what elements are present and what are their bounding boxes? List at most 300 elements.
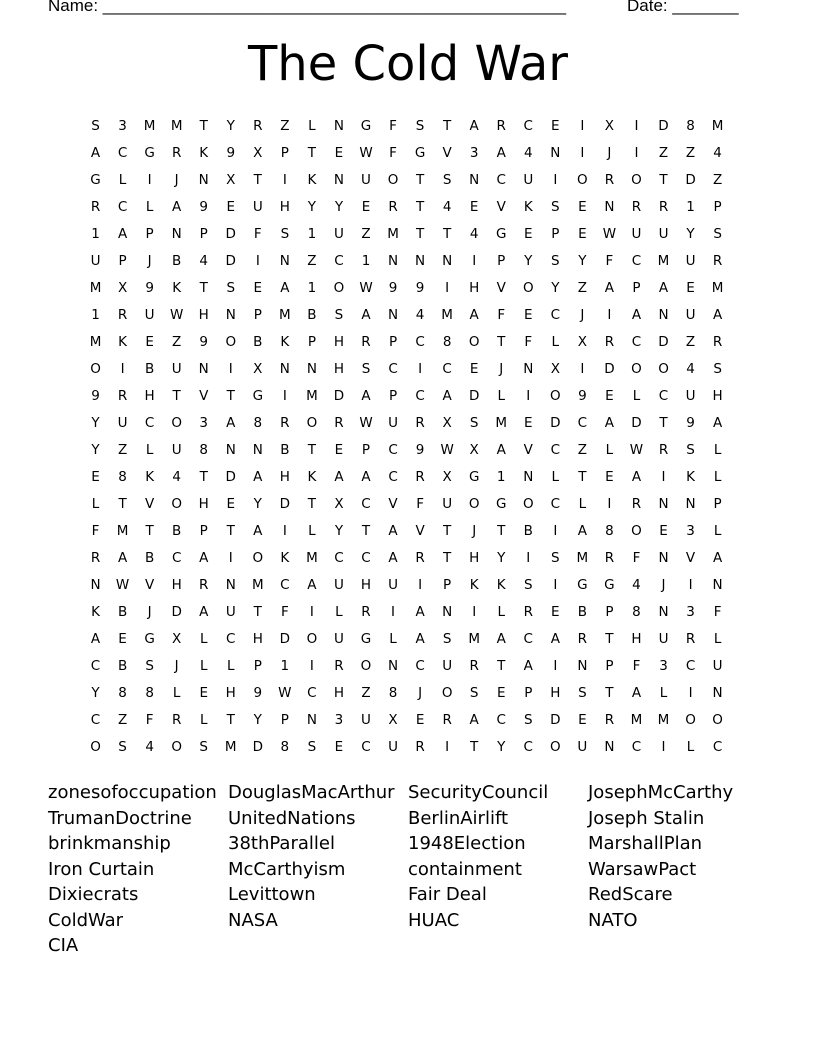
grid-cell[interactable]: 9 [415,280,425,296]
grid-cell[interactable]: J [472,523,477,539]
grid-cell[interactable]: 9 [226,145,236,161]
grid-cell[interactable]: G [468,469,480,485]
grid-cell[interactable]: I [553,523,558,539]
grid-cell[interactable]: I [228,361,233,377]
grid-cell[interactable]: G [90,172,101,188]
grid-cell[interactable]: O [360,658,372,674]
grid-cell[interactable]: P [632,280,641,296]
grid-cell[interactable]: A [415,604,425,620]
grid-cell[interactable]: R [415,415,425,431]
grid-cell[interactable]: N [225,577,236,593]
grid-cell[interactable]: S [334,307,344,323]
grid-cell[interactable]: R [171,145,182,161]
grid-cell[interactable]: V [685,550,696,566]
grid-cell[interactable]: K [496,577,506,593]
grid-cell[interactable]: 1 [307,280,317,296]
grid-cell[interactable]: X [442,415,452,431]
grid-cell[interactable]: I [472,604,477,620]
grid-cell[interactable]: W [440,442,454,458]
grid-cell[interactable]: M [224,739,237,755]
grid-cell[interactable]: A [117,226,128,242]
grid-cell[interactable]: J [147,604,152,620]
grid-cell[interactable]: I [255,253,260,269]
grid-cell[interactable]: N [333,118,344,134]
grid-cell[interactable]: R [712,334,723,350]
grid-cell[interactable]: T [443,226,452,242]
grid-cell[interactable]: T [659,172,668,188]
grid-cell[interactable]: 8 [605,523,614,539]
grid-cell[interactable]: W [359,145,373,161]
grid-cell[interactable]: N [279,361,290,377]
grid-cell[interactable]: H [333,361,345,377]
grid-cell[interactable]: N [442,604,453,620]
grid-cell[interactable]: C [280,577,290,593]
grid-cell[interactable]: N [279,253,290,269]
grid-cell[interactable]: E [496,685,506,701]
grid-cell[interactable]: H [252,631,263,647]
grid-cell[interactable]: X [442,469,452,485]
grid-cell[interactable]: I [147,172,152,188]
grid-cell[interactable]: U [685,307,696,323]
grid-cell[interactable]: U [361,172,371,188]
grid-cell[interactable]: R [361,334,371,350]
grid-cell[interactable]: 4 [713,145,722,161]
grid-cell[interactable]: C [415,388,425,404]
grid-cell[interactable]: N [387,253,399,269]
grid-cell[interactable]: C [388,469,398,485]
grid-cell[interactable]: E [253,280,263,296]
grid-cell[interactable]: K [172,280,182,296]
grid-cell[interactable]: X [577,334,587,350]
grid-cell[interactable]: P [388,388,398,404]
grid-cell[interactable]: A [253,523,263,539]
grid-cell[interactable]: S [713,226,722,242]
grid-cell[interactable]: N [415,253,426,269]
grid-cell[interactable]: 3 [686,523,695,539]
grid-cell[interactable]: E [334,442,344,458]
grid-cell[interactable]: C [523,631,533,647]
grid-cell[interactable]: M [495,415,508,431]
grid-cell[interactable]: T [497,658,506,674]
grid-cell[interactable]: I [418,361,423,377]
grid-cell[interactable]: A [90,145,101,161]
grid-cell[interactable]: G [144,631,155,647]
grid-cell[interactable]: O [658,361,669,377]
grid-cell[interactable]: I [418,577,423,593]
grid-cell[interactable]: P [307,334,316,350]
grid-cell[interactable]: U [144,307,155,323]
grid-cell[interactable]: L [226,658,235,674]
grid-cell[interactable]: P [199,523,208,539]
grid-cell[interactable]: A [90,631,101,647]
grid-cell[interactable]: V [496,199,506,215]
grid-cell[interactable]: 8 [253,415,263,431]
grid-cell[interactable]: 8 [686,118,695,134]
grid-cell[interactable]: D [658,334,669,350]
grid-cell[interactable]: T [659,415,668,431]
grid-cell[interactable]: N [225,307,236,323]
grid-cell[interactable]: 4 [523,145,533,161]
grid-cell[interactable]: J [147,253,152,269]
grid-cell[interactable]: I [553,577,558,593]
grid-cell[interactable]: F [524,334,533,350]
grid-cell[interactable]: Y [226,118,235,134]
grid-cell[interactable]: S [118,739,127,755]
grid-cell[interactable]: P [713,496,722,512]
grid-cell[interactable]: Z [577,442,587,458]
grid-cell[interactable]: R [388,199,398,215]
grid-cell[interactable]: I [607,307,612,323]
grid-cell[interactable]: H [171,577,182,593]
grid-cell[interactable]: N [225,442,236,458]
grid-cell[interactable]: 4 [415,307,425,323]
grid-cell[interactable]: M [89,334,102,350]
grid-cell[interactable]: W [278,685,292,701]
grid-cell[interactable]: I [580,361,585,377]
grid-cell[interactable]: E [145,334,154,350]
grid-cell[interactable]: M [657,712,670,728]
grid-cell[interactable]: U [252,199,263,215]
grid-cell[interactable]: G [495,496,507,512]
grid-cell[interactable]: N [523,361,534,377]
grid-cell[interactable]: N [252,442,263,458]
grid-cell[interactable]: D [225,469,236,485]
grid-cell[interactable]: P [199,226,208,242]
grid-cell[interactable]: A [361,469,371,485]
name-field[interactable]: Name: _________________________________________________ [48,0,567,15]
grid-cell[interactable]: 8 [118,469,127,485]
grid-cell[interactable]: I [634,145,639,161]
grid-cell[interactable]: 8 [280,739,290,755]
grid-cell[interactable]: X [550,361,560,377]
grid-cell[interactable]: L [659,685,668,701]
grid-cell[interactable]: F [605,253,614,269]
grid-cell[interactable]: F [632,658,641,674]
grid-cell[interactable]: C [144,415,155,431]
grid-cell[interactable]: Y [578,253,587,269]
grid-cell[interactable]: C [334,550,344,566]
grid-cell[interactable]: P [605,604,614,620]
grid-cell[interactable]: Y [253,496,262,512]
grid-cell[interactable]: R [415,550,425,566]
grid-cell[interactable]: H [550,685,561,701]
grid-cell[interactable]: U [685,388,696,404]
date-field[interactable]: Date: _______ [627,0,739,15]
grid-cell[interactable]: J [580,307,585,323]
grid-cell[interactable]: A [712,550,723,566]
grid-cell[interactable]: I [282,388,287,404]
grid-cell[interactable]: 3 [659,658,668,674]
grid-cell[interactable]: T [443,523,452,539]
grid-cell[interactable]: M [116,523,129,539]
grid-cell[interactable]: U [117,415,128,431]
grid-cell[interactable]: I [526,388,531,404]
grid-cell[interactable]: W [169,307,184,323]
grid-cell[interactable]: O [468,496,480,512]
grid-cell[interactable]: Z [658,145,669,161]
grid-cell[interactable]: F [497,307,506,323]
grid-cell[interactable]: O [577,172,588,188]
grid-cell[interactable]: P [443,577,452,593]
grid-cell[interactable]: 1 [91,226,100,242]
grid-cell[interactable]: C [550,307,561,323]
grid-cell[interactable]: C [685,658,696,674]
grid-cell[interactable]: R [604,712,615,728]
grid-cell[interactable]: U [90,253,101,269]
grid-cell[interactable]: 9 [388,280,398,296]
grid-cell[interactable]: A [631,685,642,701]
grid-cell[interactable]: C [415,658,425,674]
grid-cell[interactable]: L [578,496,587,512]
grid-cell[interactable]: H [360,577,372,593]
grid-cell[interactable]: A [469,118,479,134]
grid-cell[interactable]: 9 [578,388,587,404]
grid-cell[interactable]: S [578,685,587,701]
grid-cell[interactable]: 9 [91,388,100,404]
grid-cell[interactable]: 4 [632,577,641,593]
grid-cell[interactable]: C [577,415,588,431]
grid-cell[interactable]: A [388,523,398,539]
grid-cell[interactable]: U [631,226,642,242]
grid-cell[interactable]: Z [685,334,696,350]
grid-cell[interactable]: L [551,469,560,485]
grid-cell[interactable]: X [334,496,344,512]
grid-cell[interactable]: I [661,469,666,485]
grid-cell[interactable]: A [550,631,560,647]
grid-cell[interactable]: T [415,226,425,242]
grid-cell[interactable]: C [442,361,452,377]
grid-cell[interactable]: X [253,145,263,161]
grid-cell[interactable]: O [252,550,264,566]
grid-cell[interactable]: M [251,577,264,593]
grid-cell[interactable]: P [145,226,154,242]
grid-cell[interactable]: E [91,469,100,485]
grid-cell[interactable]: N [523,469,534,485]
grid-cell[interactable]: O [306,631,318,647]
grid-cell[interactable]: R [604,172,615,188]
grid-cell[interactable]: R [117,388,128,404]
grid-cell[interactable]: S [469,415,479,431]
grid-cell[interactable]: I [553,172,558,188]
grid-cell[interactable]: N [306,361,317,377]
grid-cell[interactable]: O [550,388,561,404]
grid-cell[interactable]: K [469,577,479,593]
grid-cell[interactable]: B [117,658,128,674]
grid-cell[interactable]: N [712,685,723,701]
grid-cell[interactable]: 8 [632,604,641,620]
grid-cell[interactable]: I [472,253,477,269]
grid-cell[interactable]: T [605,685,614,701]
grid-cell[interactable]: F [91,523,100,539]
grid-cell[interactable]: T [253,172,262,188]
grid-cell[interactable]: F [416,496,424,512]
grid-cell[interactable]: V [442,145,452,161]
grid-cell[interactable]: T [605,631,614,647]
grid-cell[interactable]: K [686,469,695,485]
grid-cell[interactable]: I [607,496,612,512]
grid-cell[interactable]: A [361,307,371,323]
grid-cell[interactable]: C [226,631,236,647]
grid-cell[interactable]: E [334,145,344,161]
grid-cell[interactable]: Z [361,226,371,242]
grid-cell[interactable]: Y [334,523,344,539]
grid-cell[interactable]: E [578,226,587,242]
grid-cell[interactable]: 3 [686,604,695,620]
grid-cell[interactable]: A [334,469,344,485]
grid-cell[interactable]: C [388,442,398,458]
grid-cell[interactable]: N [712,577,723,593]
grid-cell[interactable]: A [415,631,425,647]
grid-cell[interactable]: 9 [686,415,695,431]
grid-cell[interactable]: E [118,631,127,647]
grid-cell[interactable]: C [523,118,533,134]
grid-cell[interactable]: D [631,415,642,431]
grid-cell[interactable]: E [578,199,587,215]
grid-cell[interactable]: 9 [415,442,425,458]
grid-cell[interactable]: 8 [442,334,452,350]
grid-cell[interactable]: V [388,496,398,512]
grid-cell[interactable]: Z [172,334,182,350]
grid-cell[interactable]: T [415,172,425,188]
grid-cell[interactable]: P [118,253,127,269]
grid-cell[interactable]: R [523,604,533,620]
grid-cell[interactable]: L [308,118,316,134]
grid-cell[interactable]: A [280,280,290,296]
grid-cell[interactable]: A [307,577,317,593]
grid-cell[interactable]: N [658,307,669,323]
grid-cell[interactable]: R [361,604,371,620]
grid-cell[interactable]: S [226,280,236,296]
grid-cell[interactable]: S [307,739,317,755]
grid-cell[interactable]: V [496,280,506,296]
grid-cell[interactable]: O [225,334,237,350]
grid-cell[interactable]: A [199,550,209,566]
grid-cell[interactable]: H [198,307,209,323]
grid-cell[interactable]: C [550,442,561,458]
grid-cell[interactable]: N [685,496,696,512]
grid-cell[interactable]: P [551,226,560,242]
grid-cell[interactable]: T [199,118,208,134]
grid-cell[interactable]: G [495,226,507,242]
grid-cell[interactable]: A [199,604,209,620]
grid-cell[interactable]: C [388,361,398,377]
grid-cell[interactable]: O [685,712,696,728]
grid-cell[interactable]: R [171,712,182,728]
grid-cell[interactable]: J [174,658,179,674]
grid-cell[interactable]: 1 [361,253,371,269]
grid-cell[interactable]: L [308,523,316,539]
grid-cell[interactable]: K [307,172,317,188]
grid-cell[interactable]: L [199,631,208,647]
grid-cell[interactable]: R [604,550,615,566]
grid-cell[interactable]: W [629,442,644,458]
grid-cell[interactable]: O [333,280,345,296]
grid-cell[interactable]: L [145,199,154,215]
grid-cell[interactable]: B [144,550,155,566]
grid-cell[interactable]: L [713,442,722,458]
grid-cell[interactable]: T [415,199,425,215]
grid-cell[interactable]: Z [361,685,371,701]
grid-cell[interactable]: T [199,469,208,485]
grid-cell[interactable]: A [577,523,587,539]
grid-cell[interactable]: I [228,550,233,566]
grid-cell[interactable]: C [90,658,101,674]
grid-cell[interactable]: C [171,550,182,566]
grid-cell[interactable]: H [333,685,345,701]
grid-cell[interactable]: Y [253,712,262,728]
grid-cell[interactable]: M [576,550,589,566]
grid-cell[interactable]: C [307,685,317,701]
grid-cell[interactable]: I [553,658,558,674]
grid-cell[interactable]: T [172,388,181,404]
grid-cell[interactable]: I [309,604,314,620]
grid-cell[interactable]: K [199,145,209,161]
grid-cell[interactable]: C [712,739,723,755]
grid-cell[interactable]: P [361,442,371,458]
grid-cell[interactable]: I [688,577,693,593]
grid-cell[interactable]: 1 [91,307,100,323]
grid-cell[interactable]: L [686,739,695,755]
grid-cell[interactable]: Z [577,280,587,296]
grid-cell[interactable]: L [91,496,100,512]
grid-cell[interactable]: P [280,712,289,728]
grid-cell[interactable]: P [253,658,262,674]
grid-cell[interactable]: M [279,307,291,323]
grid-cell[interactable]: O [171,739,182,755]
grid-cell[interactable]: R [712,253,723,269]
grid-cell[interactable]: 4 [199,253,208,269]
grid-cell[interactable]: Y [551,280,560,296]
grid-cell[interactable]: D [550,712,561,728]
grid-cell[interactable]: D [685,172,696,188]
grid-cell[interactable]: D [225,253,236,269]
grid-cell[interactable]: S [523,577,533,593]
grid-cell[interactable]: M [711,118,724,134]
grid-cell[interactable]: Z [685,145,696,161]
grid-cell[interactable]: D [658,118,669,134]
grid-cell[interactable]: C [658,388,669,404]
grid-cell[interactable]: 4 [469,226,479,242]
grid-cell[interactable]: T [226,388,235,404]
grid-cell[interactable]: C [550,496,561,512]
grid-cell[interactable]: I [282,172,287,188]
grid-cell[interactable]: A [658,280,669,296]
grid-cell[interactable]: O [631,172,642,188]
grid-cell[interactable]: O [712,712,723,728]
grid-cell[interactable]: B [253,334,263,350]
grid-cell[interactable]: S [523,712,533,728]
grid-cell[interactable]: S [199,739,208,755]
grid-cell[interactable]: U [361,712,371,728]
grid-cell[interactable]: N [658,604,669,620]
grid-cell[interactable]: I [688,685,693,701]
grid-cell[interactable]: C [496,712,506,728]
grid-cell[interactable]: Z [280,118,290,134]
grid-cell[interactable]: N [198,361,209,377]
grid-cell[interactable]: N [387,658,399,674]
grid-cell[interactable]: G [144,145,155,161]
grid-cell[interactable]: B [172,523,182,539]
grid-cell[interactable]: E [686,280,695,296]
grid-cell[interactable]: I [445,280,450,296]
grid-cell[interactable]: C [631,253,642,269]
grid-cell[interactable]: H [279,469,290,485]
grid-cell[interactable]: A [604,280,615,296]
grid-cell[interactable]: X [226,172,236,188]
grid-cell[interactable]: J [418,685,423,701]
grid-cell[interactable]: E [334,739,344,755]
grid-cell[interactable]: U [171,361,182,377]
